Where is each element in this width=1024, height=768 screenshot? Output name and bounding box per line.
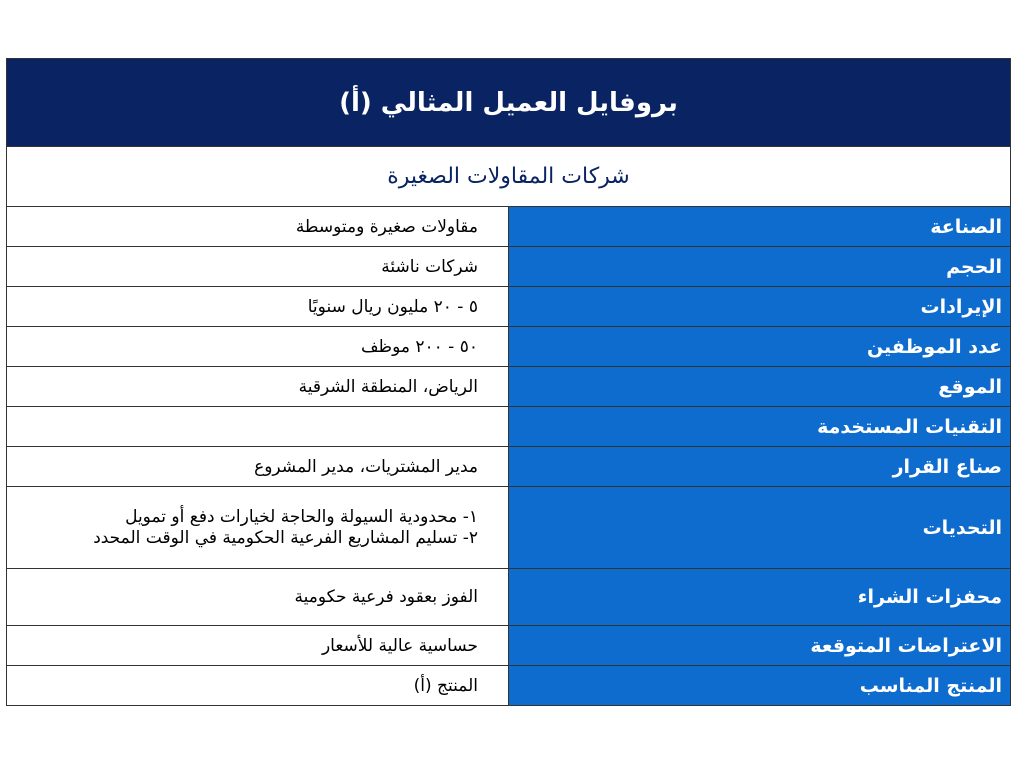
row-size [7, 247, 1011, 287]
page-subtitle: شركات المقاولات الصغيرة [7, 147, 1011, 207]
row-revenue [7, 287, 1011, 327]
row-value: شركات ناشئة [7, 247, 509, 287]
row-label: الاعتراضات المتوقعة [509, 626, 1011, 666]
row-value: مدير المشتريات، مدير المشروع [7, 447, 509, 487]
row-employees [7, 327, 1011, 367]
row-value [7, 407, 509, 447]
row-value: الرياض، المنطقة الشرقية [7, 367, 509, 407]
row-value: حساسية عالية للأسعار [7, 626, 509, 666]
row-suitable-product [7, 666, 1011, 706]
row-label: التحديات [509, 487, 1011, 569]
row-decision-makers [7, 447, 1011, 487]
row-label: عدد الموظفين [509, 327, 1011, 367]
row-label: صناع القرار [509, 447, 1011, 487]
challenge-line: ١- محدودية السيولة والحاجة لخيارات دفع أو تمويل [125, 506, 478, 527]
row-objections [7, 626, 1011, 666]
challenge-line: ٢- تسليم المشاريع الفرعية الحكومية في الوقت المحدد [93, 527, 478, 548]
row-label: الصناعة [509, 207, 1011, 247]
row-value: ٥ - ٢٠ مليون ريال سنويًا [7, 287, 509, 327]
row-label: الإيرادات [509, 287, 1011, 327]
row-value: المنتج (أ) [7, 666, 509, 706]
row-value: ٥٠ - ٢٠٠ موظف [7, 327, 509, 367]
customer-profile-table [6, 58, 1011, 706]
title-row [7, 59, 1011, 147]
row-technologies [7, 407, 1011, 447]
row-label: المنتج المناسب [509, 666, 1011, 706]
row-challenges [7, 487, 1011, 569]
row-label: الحجم [509, 247, 1011, 287]
row-value: مقاولات صغيرة ومتوسطة [7, 207, 509, 247]
row-value [7, 487, 509, 569]
row-industry [7, 207, 1011, 247]
row-purchase-triggers [7, 569, 1011, 626]
row-label: التقنيات المستخدمة [509, 407, 1011, 447]
row-label: محفزات الشراء [509, 569, 1011, 626]
subtitle-row [7, 147, 1011, 207]
row-label: الموقع [509, 367, 1011, 407]
row-location [7, 367, 1011, 407]
row-value: الفوز بعقود فرعية حكومية [7, 569, 509, 626]
page-title: بروفايل العميل المثالي (أ) [7, 59, 1011, 147]
